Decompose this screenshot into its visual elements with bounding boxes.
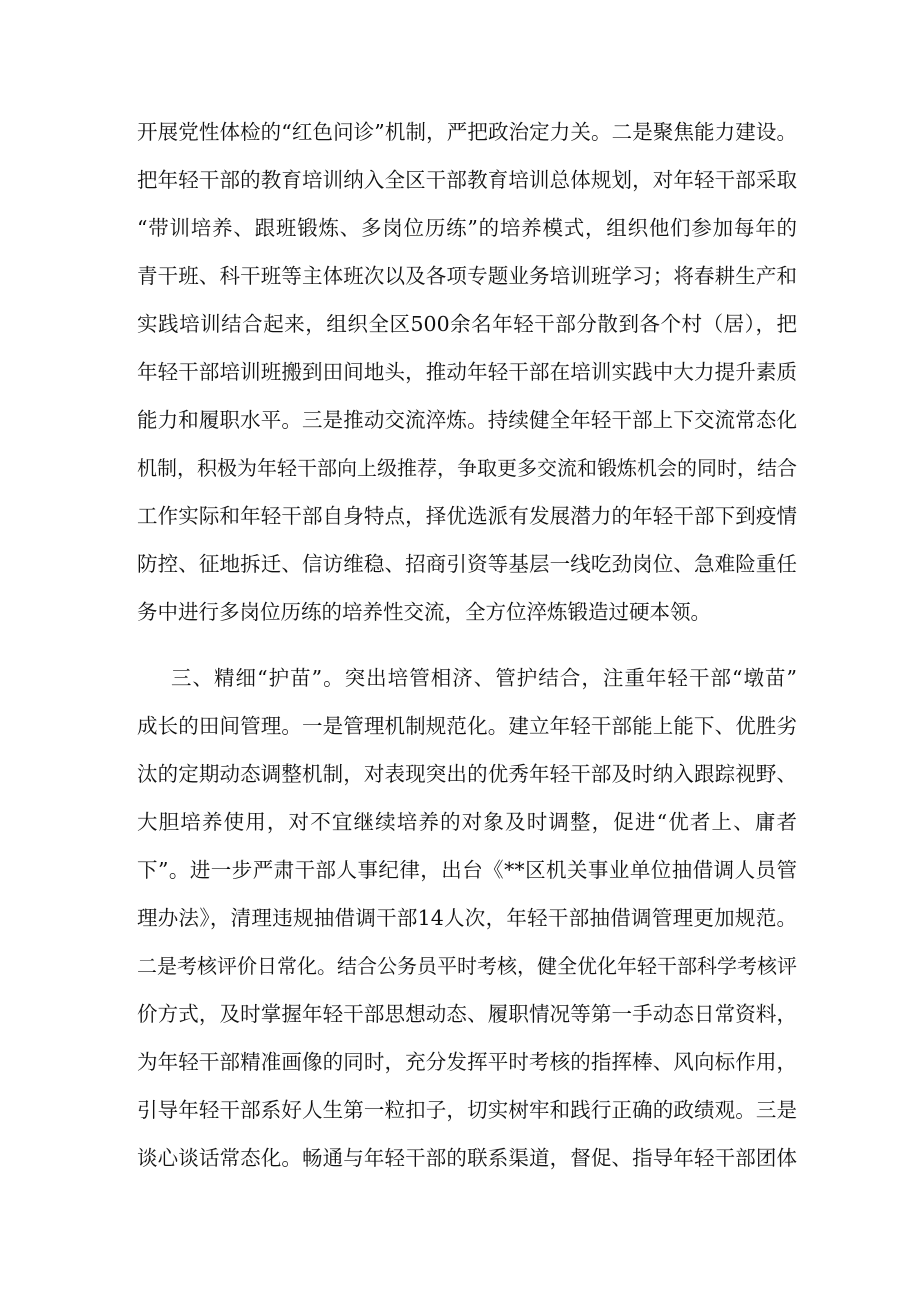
p1-line-5: 实践培训结合起来，组织全区500余名年轻干部分散到各个村（居），把: [137, 312, 797, 336]
p2-line-1: 三、精细“护苗”。突出培管相济、管护结合，注重年轻干部“墩苗”: [171, 666, 797, 690]
p2-line-4: 大胆培养使用，对不宜继续培养的对象及时调整，促进“优者上、庸者: [137, 810, 797, 834]
p2-line-10: 引导年轻干部系好人生第一粒扣子，切实树牢和践行正确的政绩观。三是: [137, 1098, 797, 1122]
p1-line-1: 开展党性体检的“红色问诊”机制，严把政治定力关。二是聚焦能力建设。: [137, 120, 797, 144]
p2-line-7: 二是考核评价日常化。结合公务员平时考核，健全优化年轻干部科学考核评: [137, 954, 797, 978]
p2-line-9: 为年轻干部精准画像的同时，充分发挥平时考核的指挥棒、风向标作用，: [137, 1050, 797, 1074]
p1-line-2: 把年轻干部的教育培训纳入全区干部教育培训总体规划，对年轻干部采取: [137, 168, 797, 192]
p2-line-6: 理办法》，清理违规抽借调干部14人次，年轻干部抽借调管理更加规范。: [137, 906, 797, 930]
p1-line-11: 务中进行多岗位历练的培养性交流，全方位淬炼锻造过硬本领。: [137, 600, 711, 624]
p1-line-3: “带训培养、跟班锻炼、多岗位历练”的培养模式，组织他们参加每年的: [137, 216, 797, 240]
p2-line-2: 成长的田间管理。一是管理机制规范化。建立年轻干部能上能下、优胜劣: [137, 714, 797, 738]
p2-line-8: 价方式，及时掌握年轻干部思想动态、履职情况等第一手动态日常资料，: [137, 1002, 797, 1026]
p1-line-7: 能力和履职水平。三是推动交流淬炼。持续健全年轻干部上下交流常态化: [137, 408, 797, 432]
p2-line-5: 下”。进一步严肃干部人事纪律，出台《**区机关事业单位抽借调人员管: [137, 858, 797, 882]
p2-line-3: 汰的定期动态调整机制，对表现突出的优秀年轻干部及时纳入跟踪视野、: [137, 762, 797, 786]
p1-line-10: 防控、征地拆迁、信访维稳、招商引资等基层一线吃劲岗位、急难险重任: [137, 552, 797, 576]
p1-line-9: 工作实际和年轻干部自身特点，择优选派有发展潜力的年轻干部下到疫情: [137, 504, 797, 528]
p1-line-4: 青干班、科干班等主体班次以及各项专题业务培训班学习；将春耕生产和: [137, 264, 797, 288]
p1-line-6: 年轻干部培训班搬到田间地头，推动年轻干部在培训实践中大力提升素质: [137, 360, 797, 384]
p1-line-8: 机制，积极为年轻干部向上级推荐，争取更多交流和锻炼机会的同时，结合: [137, 456, 797, 480]
p2-line-11: 谈心谈话常态化。畅通与年轻干部的联系渠道，督促、指导年轻干部团体: [137, 1146, 797, 1170]
